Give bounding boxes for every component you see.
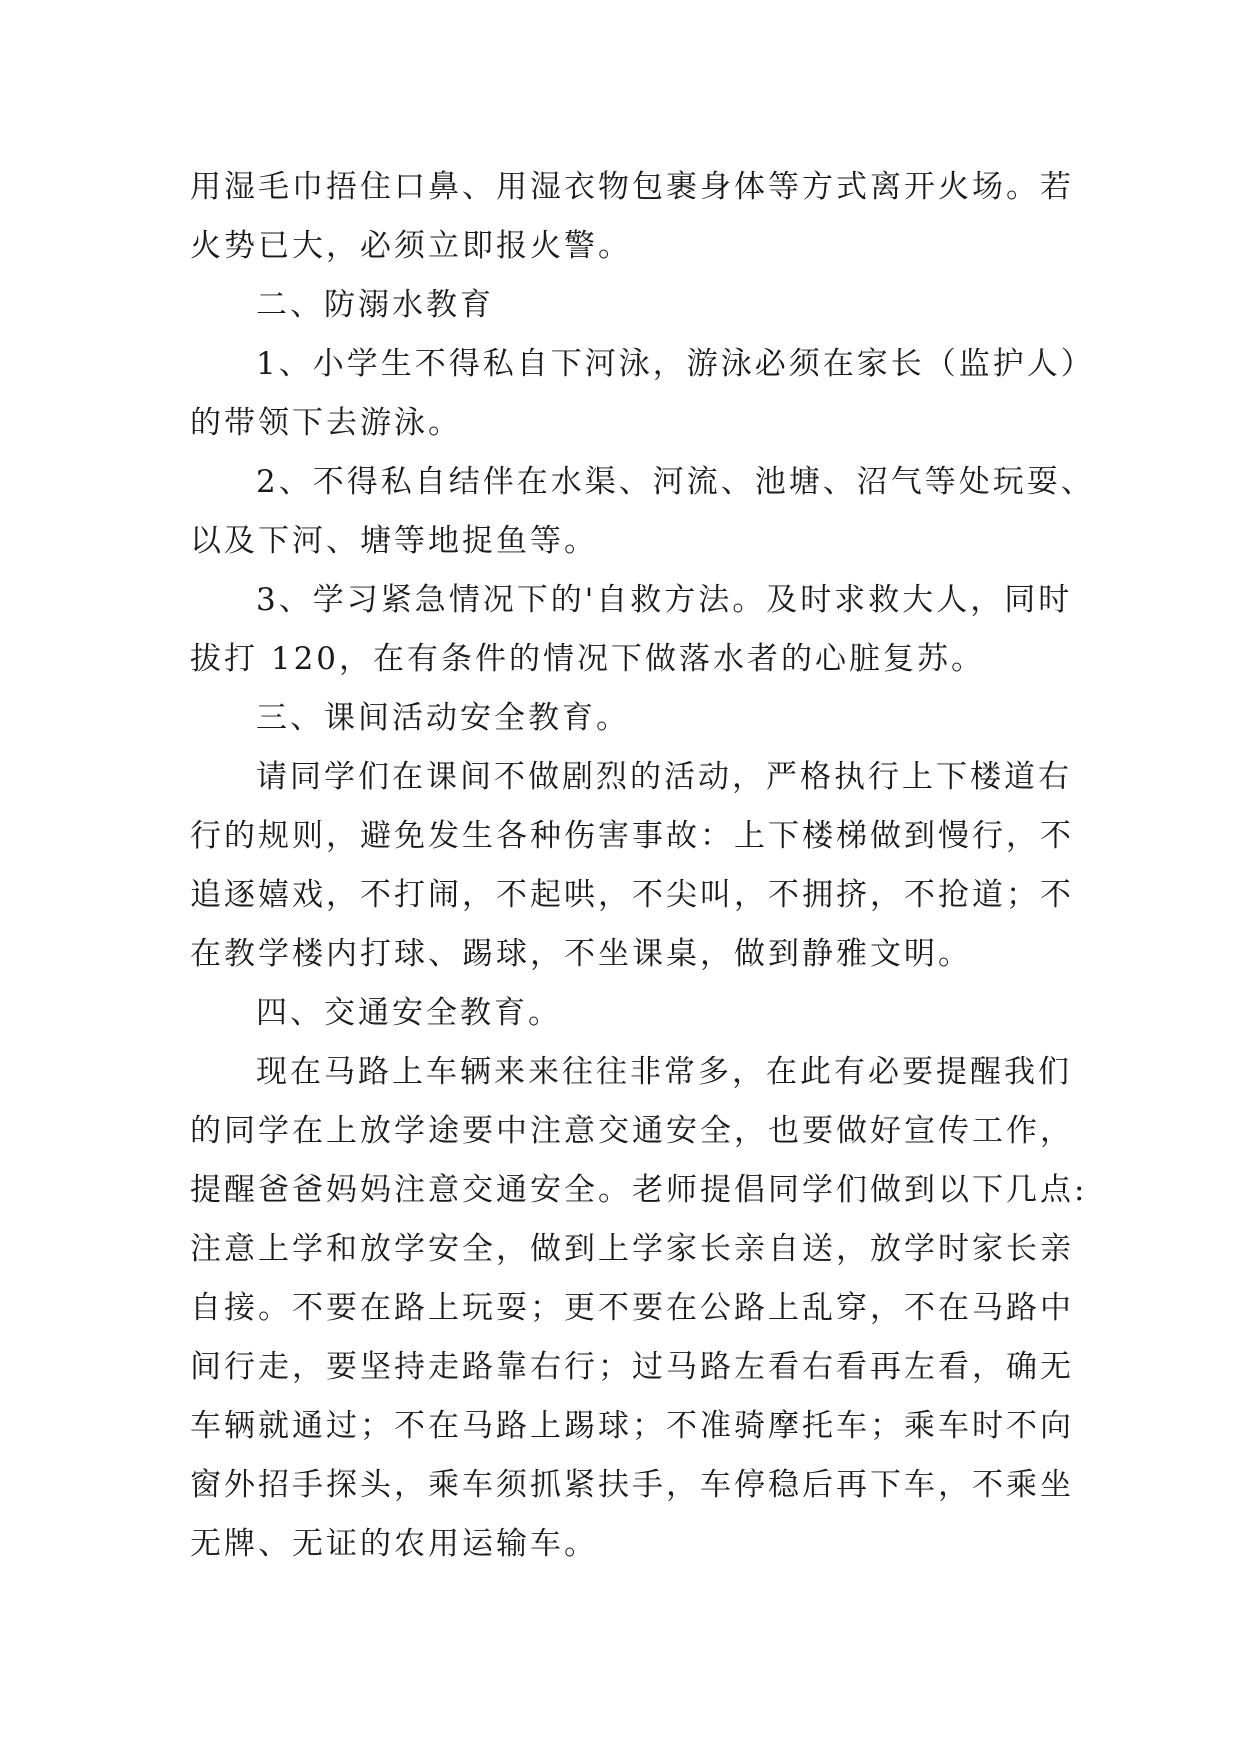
paragraph-line: 间行走，要坚持走路靠右行；过马路左看右看再左看，确无	[190, 1349, 1074, 1385]
paragraph-line: 行的规则，避免发生各种伤害事故：上下楼梯做到慢行，不	[190, 818, 1074, 854]
paragraph-line: 拔打 120，在有条件的情况下做落水者的心脏复苏。	[190, 641, 986, 677]
paragraph-line: 的同学在上放学途要中注意交通安全，也要做好宣传工作，	[190, 1113, 1074, 1149]
paragraph-line: 的带领下去游泳。	[190, 405, 462, 441]
paragraph-line: 2、不得私自结伴在水渠、河流、池塘、沼气等处玩耍、	[256, 464, 1095, 500]
paragraph-line: 以及下河、塘等地捉鱼等。	[190, 523, 598, 559]
document-body	[190, 158, 1095, 1574]
paragraph-line: 自接。不要在路上玩耍；更不要在公路上乱穿，不在马路中	[190, 1290, 1074, 1326]
section-heading: 三、课间活动安全教育。	[256, 700, 630, 736]
paragraph-line: 请同学们在课间不做剧烈的活动，严格执行上下楼道右	[256, 759, 1072, 795]
paragraph-line: 注意上学和放学安全，做到上学家长亲自送，放学时家长亲	[190, 1231, 1074, 1267]
section-heading: 二、防溺水教育	[256, 287, 494, 323]
paragraph-line: 在教学楼内打球、踢球，不坐课桌，做到静雅文明。	[190, 936, 972, 972]
paragraph-line: 1、小学生不得私自下河泳，游泳必须在家长（监护人）	[256, 346, 1095, 382]
paragraph-line: 窗外招手探头，乘车须抓紧扶手，车停稳后再下车，不乘坐	[190, 1467, 1074, 1503]
paragraph-line: 追逐嬉戏，不打闹，不起哄，不尖叫，不拥挤，不抢道；不	[190, 877, 1074, 913]
paragraph-line: 3、学习紧急情况下的'自救方法。及时求救大人，同时	[256, 582, 1073, 618]
paragraph-line: 车辆就通过；不在马路上踢球；不准骑摩托车；乘车时不向	[190, 1408, 1074, 1444]
paragraph-line: 提醒爸爸妈妈注意交通安全。老师提倡同学们做到以下几点:	[190, 1172, 1088, 1208]
paragraph-line: 无牌、无证的农用运输车。	[190, 1526, 598, 1562]
paragraph-line: 火势已大，必须立即报火警。	[190, 228, 632, 264]
section-heading: 四、交通安全教育。	[256, 995, 562, 1031]
paragraph-line: 现在马路上车辆来来往往非常多，在此有必要提醒我们	[256, 1054, 1072, 1090]
paragraph-line: 用湿毛巾捂住口鼻、用湿衣物包裹身体等方式离开火场。若	[190, 169, 1074, 205]
